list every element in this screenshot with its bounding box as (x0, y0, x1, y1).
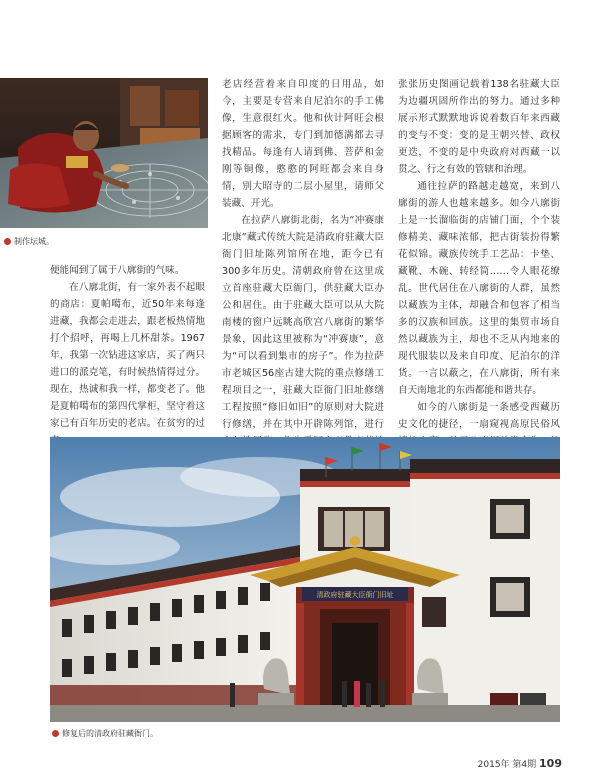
mandala-photo-caption (4, 236, 54, 247)
col2-paragraph-2: 在拉萨八廓街北街，名为“冲赛康北康”藏式传统大院是清政府驻藏大臣衙门旧址陈列馆所在地，距今已有300多年历史。清朝政府曾在这里成立首座驻藏大臣衙门，供驻藏大臣办公和居住。由于驻藏大臣可以从大院南楼的窗户远眺高欣宫八廓街的繁华景象，因此这里被称为“冲赛康”，意为“可以看到集市的房子”。作为拉萨市老城区56座古建大院的重点修缮工程项目之一，驻藏大臣衙门旧址修缮工程按照“修旧如旧”的原则对大院进行修缮，并在其中开辟陈列馆，进行 (222, 215, 384, 430)
page-number: 109 (539, 757, 562, 770)
mandala-photo-caption-text: 制作坛城。 (14, 237, 54, 246)
yamen-photo-caption (52, 728, 158, 739)
mandala-photo-graphic (0, 78, 208, 228)
text-column-1 (50, 262, 205, 449)
yamen-sign-text: 清政府驻藏大臣衙门旧址 (316, 591, 394, 599)
caption-bullet-icon (52, 730, 59, 737)
text-column-3 (398, 76, 560, 467)
caption-bullet-icon (4, 238, 11, 245)
yamen-photo-caption-text: 修复后的清政府驻藏衙门。 (62, 729, 158, 738)
text-column-2 (222, 76, 384, 467)
yamen-photo (50, 437, 560, 722)
yamen-photo-graphic (50, 437, 560, 722)
col1-paragraph-1: 便能闻到了属于八廓街的气味。 (50, 265, 185, 276)
folio-year: 2015年 (477, 760, 510, 770)
folio-issue: 第4期 (512, 760, 537, 770)
col3-paragraph-2: 通往拉萨的路越走越宽，来到八廓街的游人也越来越多。如今八廓街上是一长溜临街的店铺门面，个个装修精美、藏味浓郁，把古街装扮得繁花似锦。藏族传统手工艺品：卡垫、藏靴、木碗、转经筒……令人眼花缭乱。世代居住在八廓街的人群，虽然以藏族为主体，却融合和包容了相当多的汉族和回族。这里的集贸市场自然以藏族为主，却也不乏从内地来的现代服装以及来自印度、尼泊尔的洋货。一言以蔽之，在八廓街，所有来自天南地北的东西都能和谐共存。 (398, 181, 560, 396)
page-folio (478, 757, 562, 770)
mandala-photo (0, 78, 208, 228)
col3-paragraph-3-text: 如今的八廓街是一条感受西藏历史文化的捷径，一扇窥视高原民俗风 (398, 402, 560, 430)
col1-paragraph-2: 在八廓北街，有一家外表不起眼的商店：夏帕噶布，近50年来每逢进藏，我都会走进去，跟老板热情地打个招呼，再喝上几杯甜茶。1967年，我第一次钻进这家店，买了两只进口的派克笔，有时候热情得过分。现在，热诚和我一样，都变老了。他是夏帕噶布的第四代掌柜，坚守着这家已有百年历史的老店。在贫穷的过 (50, 282, 205, 429)
col3-paragraph-1: 张张历史图画记载着138名驻藏大臣为边疆巩固所作出的努力。通过多种展示形式默默地诉说着数百年来西藏的变与不变：变的是王朝兴替、政权更迭，不变的是中央政府对西藏一以贯之、行之有效的管辖和治理。 (398, 79, 560, 175)
col2-paragraph-1: 老店经营着来自印度的日用品，如今，主要是专营来自尼泊尔的手工佛像，生意很红火。他和伙计阿旺会根据顾客的需求，专门到加德满都去寻找精品。每逢有人请到佛、菩萨和金刚等铜像，憨憨的阿旺都会来自身情，别大昭寺的二层小屋里，请师父装藏、开光。 (222, 79, 384, 209)
